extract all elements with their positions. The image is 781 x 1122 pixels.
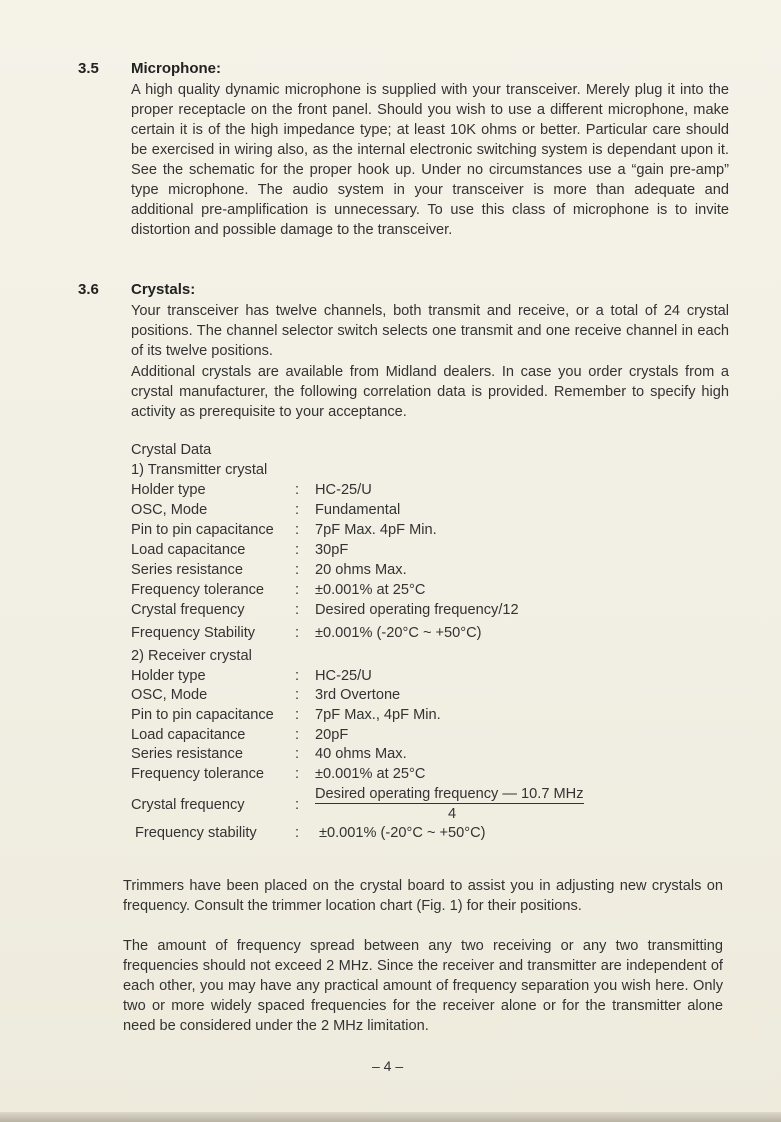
spec-row <box>131 562 651 582</box>
spec-label: Pin to pin capacitance <box>131 522 274 538</box>
spec-row <box>131 482 651 502</box>
spec-row <box>131 625 651 645</box>
spec-row <box>131 582 651 602</box>
spec-value: 7pF Max., 4pF Min. <box>315 707 441 723</box>
spec-colon: : <box>295 522 300 538</box>
section-title-crystals: Crystals: <box>131 281 196 298</box>
spec-colon: : <box>295 825 300 841</box>
crystals-paragraph-1: Your transceiver has twelve channels, both transmit and receive, or a total of 24 crystal positions. The channel selector switch selects one transmit and one receive channel in each of its twelve positions. <box>131 303 729 359</box>
spec-colon: : <box>295 625 300 641</box>
spec-value: ±0.001% (-20°C ~ +50°C) <box>315 625 482 641</box>
trimmers-paragraph-1: Trimmers have been placed on the crystal board to assist you in adjusting new crystals on frequency. Consult the trimmer location chart (Fig. 1) for their positions. <box>123 878 723 914</box>
spec-value: HC-25/U <box>315 482 372 498</box>
spec-colon: : <box>295 727 300 743</box>
microphone-paragraph: A high quality dynamic microphone is supplied with your transceiver. Merely plug it into the proper receptacle on the front panel. Should you wish to use a different microphone, make certain it is of the high impedance type; at least 10K ohms or better. Particular care should be exercised in wiring also, as the internal electronic switching system is dependant upon it. See the schematic for the proper hook up. Under no circumstances use a “gain pre-amp” type microphone. The audio system in your transceiver is more than adequate and additional pre-amplification is unnecessary. To use this class of microphone is to invite distortion and possible damage to the transceiver. <box>131 82 729 238</box>
spec-row <box>131 766 651 786</box>
spec-value: 30pF <box>315 542 349 558</box>
crystals-paragraph-2: Additional crystals are available from Midland dealers. In case you order crystals from a crystal manufacturer, the following correlation data is provided. Remember to specify high activity as prerequisite to your acceptance. <box>131 364 729 420</box>
spec-colon: : <box>295 797 300 813</box>
spec-row-frequency-stability <box>135 825 655 845</box>
spec-value: 3rd Overtone <box>315 687 401 703</box>
frequency-formula-denominator: 4 <box>448 806 457 822</box>
spec-label: OSC, Mode <box>131 687 208 703</box>
spec-colon: : <box>295 687 300 703</box>
spec-label: Frequency tolerance <box>131 766 265 782</box>
spec-colon: : <box>295 668 300 684</box>
spec-label: Load capacitance <box>131 727 246 743</box>
spec-row <box>131 542 651 562</box>
section-number-3-5: 3.5 <box>78 60 99 77</box>
spec-row <box>131 602 651 622</box>
crystal-data-title: Crystal Data <box>131 442 212 458</box>
page-bottom-edge <box>0 1112 781 1122</box>
spec-value: Fundamental <box>315 502 401 518</box>
spec-value: 7pF Max. 4pF Min. <box>315 522 437 538</box>
spec-value: Desired operating frequency/12 <box>315 602 519 618</box>
spec-value: 40 ohms Max. <box>315 746 407 762</box>
spec-label: Frequency Stability <box>131 625 256 641</box>
section-title-microphone: Microphone: <box>131 60 221 77</box>
spec-colon: : <box>295 582 300 598</box>
spec-colon: : <box>295 502 300 518</box>
spec-value: ±0.001% at 25°C <box>315 766 426 782</box>
spec-colon: : <box>295 766 300 782</box>
spec-label: Holder type <box>131 482 206 498</box>
section-number-3-6: 3.6 <box>78 281 99 298</box>
spec-label: Crystal frequency <box>131 797 245 813</box>
spec-label: Pin to pin capacitance <box>131 707 274 723</box>
spec-label: OSC, Mode <box>131 502 208 518</box>
spec-label: Frequency tolerance <box>131 582 265 598</box>
spec-label: Load capacitance <box>131 542 246 558</box>
spec-colon: : <box>295 482 300 498</box>
receiver-crystal-heading: 2) Receiver crystal <box>131 648 252 664</box>
spec-colon: : <box>295 542 300 558</box>
trimmers-paragraph-2: The amount of frequency spread between any two receiving or any two transmitting frequencies should not exceed 2 MHz. Since the receiver and transmitter are independent of each other, you may have any practical amount of frequency separation you wish here. Only two or more widely spaced frequencies for the receiver alone or for the transmitter alone need be considered under the 2 MHz limitation. <box>123 938 723 1034</box>
spec-row <box>131 668 651 688</box>
spec-label: Holder type <box>131 668 206 684</box>
spec-colon: : <box>295 602 300 618</box>
spec-row <box>131 687 651 707</box>
spec-row <box>131 707 651 727</box>
transmitter-crystal-heading: 1) Transmitter crystal <box>131 462 268 478</box>
spec-row <box>131 502 651 522</box>
spec-colon: : <box>295 707 300 723</box>
spec-label: Series resistance <box>131 746 243 762</box>
spec-row <box>131 727 651 747</box>
spec-value: 20 ohms Max. <box>315 562 407 578</box>
spec-colon: : <box>295 562 300 578</box>
spec-colon: : <box>295 746 300 762</box>
page-number: – 4 – <box>372 1058 404 1074</box>
spec-row <box>131 746 651 766</box>
spec-value: ±0.001% (-20°C ~ +50°C) <box>319 825 486 841</box>
spec-row <box>131 522 651 542</box>
spec-value: HC-25/U <box>315 668 372 684</box>
spec-value: 20pF <box>315 727 349 743</box>
spec-label: Crystal frequency <box>131 602 245 618</box>
spec-label: Frequency stability <box>135 825 257 841</box>
spec-value: ±0.001% at 25°C <box>315 582 426 598</box>
spec-label: Series resistance <box>131 562 243 578</box>
frequency-formula-numerator: Desired operating frequency — 10.7 MHz <box>315 786 584 802</box>
